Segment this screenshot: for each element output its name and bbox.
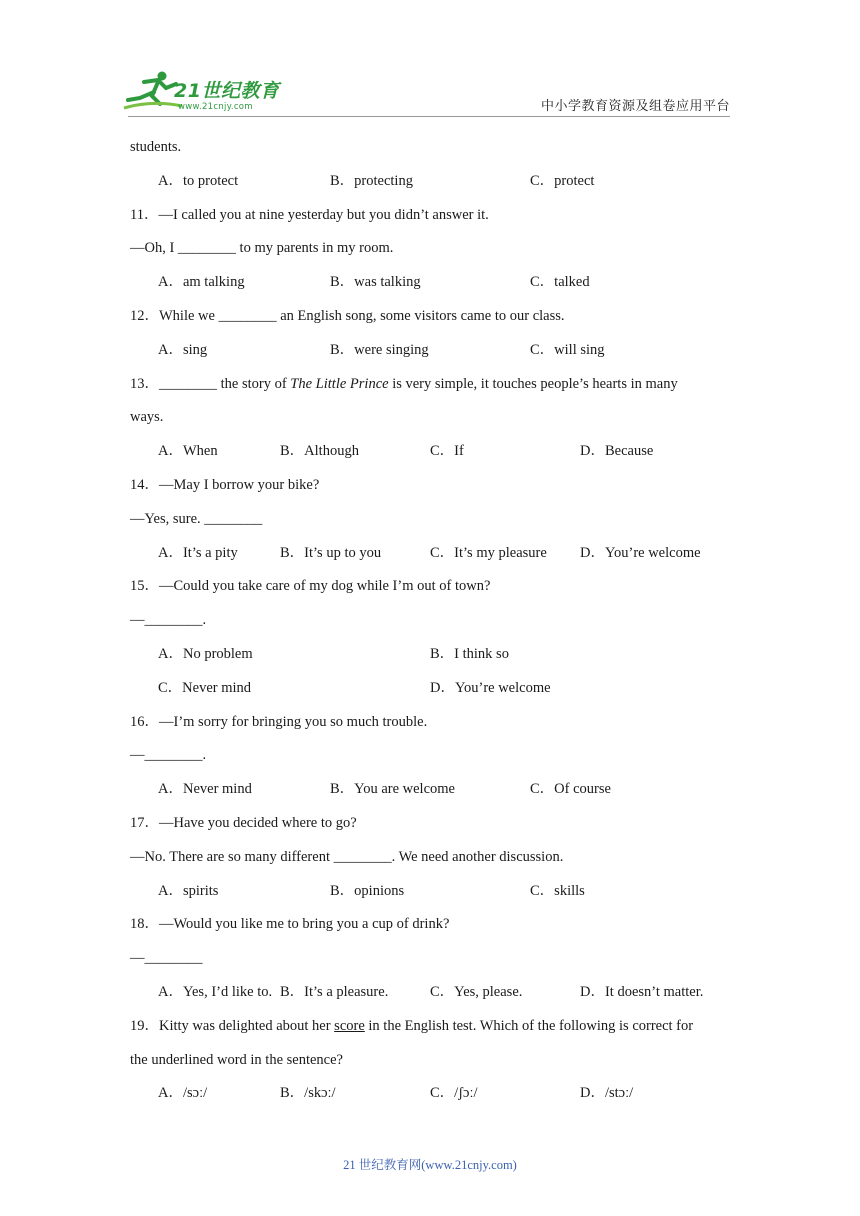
footer-link[interactable]: 21 世纪教育网(www.21cnjy.com) xyxy=(343,1158,517,1172)
q17-option-a[interactable]: A．spirits xyxy=(158,882,219,899)
q14-option-d[interactable]: D．You’re welcome xyxy=(580,544,701,561)
q11-option-b[interactable]: B．was talking xyxy=(330,274,421,291)
q15-stem: 15．—Could you take care of my dog while I’m out of town? xyxy=(130,578,491,595)
q13-stem-end: is very simple, it touches people’s hearts in many xyxy=(388,375,678,392)
q13-options xyxy=(130,435,730,469)
q18-option-c[interactable]: C．Yes, please. xyxy=(430,983,523,1000)
q15-option-d[interactable]: D．You’re welcome xyxy=(430,679,551,696)
q19-option-d[interactable]: D．/stɔː/ xyxy=(580,1085,634,1102)
q12-stem: 12．While we ________ an English song, some visitors came to our class. xyxy=(130,307,565,324)
q11-options xyxy=(130,266,730,300)
q16-option-b[interactable]: B．You are welcome xyxy=(330,781,455,798)
q17-options xyxy=(130,875,730,909)
q16-option-a[interactable]: A．Never mind xyxy=(158,781,252,798)
q13-option-d[interactable]: D．Because xyxy=(580,443,654,460)
q13-option-c[interactable]: C．If xyxy=(430,443,464,460)
q19-option-c[interactable]: C．/ʃɔː/ xyxy=(430,1085,478,1102)
logo-url: www.21cnjy.com xyxy=(178,102,253,112)
q18-option-b[interactable]: B．It’s a pleasure. xyxy=(280,983,389,1000)
q11-stem: 11．—I called you at nine yesterday but you didn’t answer it. xyxy=(130,206,489,223)
q19-stem-start: 19．Kitty was delighted about her xyxy=(130,1017,335,1034)
q16-option-c[interactable]: C．Of course xyxy=(530,781,611,798)
q18-options xyxy=(130,976,730,1010)
q12-option-a[interactable]: A．sing xyxy=(158,341,208,358)
q18-reply: —________ xyxy=(130,950,203,967)
q18-option-d[interactable]: D．It doesn’t matter. xyxy=(580,983,704,1000)
q14-option-b[interactable]: B．It’s up to you xyxy=(280,544,382,561)
q15-option-c[interactable]: C．Never mind xyxy=(158,679,252,696)
q16-reply: —________. xyxy=(130,747,207,764)
q13-continuation: ways. xyxy=(130,409,164,426)
q11-option-a[interactable]: A．am talking xyxy=(158,274,245,291)
q14-reply: —Yes, sure. ________ xyxy=(130,510,263,527)
q13-option-b[interactable]: B．Although xyxy=(280,443,359,460)
q10-continuation: students. xyxy=(130,139,182,155)
q19-option-b[interactable]: B．/skɔː/ xyxy=(280,1085,336,1102)
q14-options xyxy=(130,537,730,571)
q19-options xyxy=(130,1077,730,1111)
underlined-word: score xyxy=(334,1017,365,1034)
q15-options-row2 xyxy=(130,672,730,706)
q13-option-a[interactable]: A．When xyxy=(158,443,218,460)
question-list xyxy=(130,131,730,1111)
q15-option-a[interactable]: A．No problem xyxy=(158,645,253,662)
q10-option-a[interactable]: A．to protect xyxy=(158,172,239,189)
q13-stem-start: 13．________ the story of xyxy=(130,375,291,392)
q15-option-b[interactable]: B．I think so xyxy=(430,645,509,662)
q10-options xyxy=(130,165,730,199)
q19-stem xyxy=(130,1010,730,1044)
header-divider xyxy=(128,116,730,117)
q17-reply: —No. There are so many different ________. We need another discussion. xyxy=(130,848,564,865)
q14-option-c[interactable]: C．It’s my pleasure xyxy=(430,544,547,561)
q15-options-row1 xyxy=(130,638,730,672)
q18-stem: 18．—Would you like me to bring you a cup of drink? xyxy=(130,916,450,933)
q11-reply: —Oh, I ________ to my parents in my room. xyxy=(130,240,394,257)
q19-continuation: the underlined word in the sentence? xyxy=(130,1051,343,1068)
q19-stem-end: in the English test. Which of the following is correct for xyxy=(364,1017,694,1034)
q15-reply: —________. xyxy=(130,612,207,629)
q12-options xyxy=(130,334,730,368)
q13-stem xyxy=(130,368,730,402)
q17-option-c[interactable]: C．skills xyxy=(530,882,585,899)
q14-option-a[interactable]: A．It’s a pity xyxy=(158,544,238,561)
site-logo xyxy=(122,70,292,114)
q10-option-b[interactable]: B．protecting xyxy=(330,172,413,189)
q19-option-a[interactable]: A．/sɔː/ xyxy=(158,1085,208,1102)
q17-stem: 17．—Have you decided where to go? xyxy=(130,814,357,831)
logo-wordmark: 21世纪教育 xyxy=(174,80,280,102)
platform-title: 中小学教育资源及组卷应用平台 xyxy=(540,99,730,114)
q10-option-c[interactable]: C．protect xyxy=(530,172,595,189)
q14-stem: 14．—May I borrow your bike? xyxy=(130,476,320,493)
q16-stem: 16．—I’m sorry for bringing you so much trouble. xyxy=(130,713,428,730)
q17-option-b[interactable]: B．opinions xyxy=(330,882,405,899)
q16-options xyxy=(130,773,730,807)
q18-option-a[interactable]: A．Yes, I’d like to. xyxy=(158,983,273,1000)
q11-option-c[interactable]: C．talked xyxy=(530,274,590,291)
q12-option-b[interactable]: B．were singing xyxy=(330,341,429,358)
book-title: The Little Prince xyxy=(290,375,389,392)
q12-option-c[interactable]: C．will sing xyxy=(530,341,605,358)
